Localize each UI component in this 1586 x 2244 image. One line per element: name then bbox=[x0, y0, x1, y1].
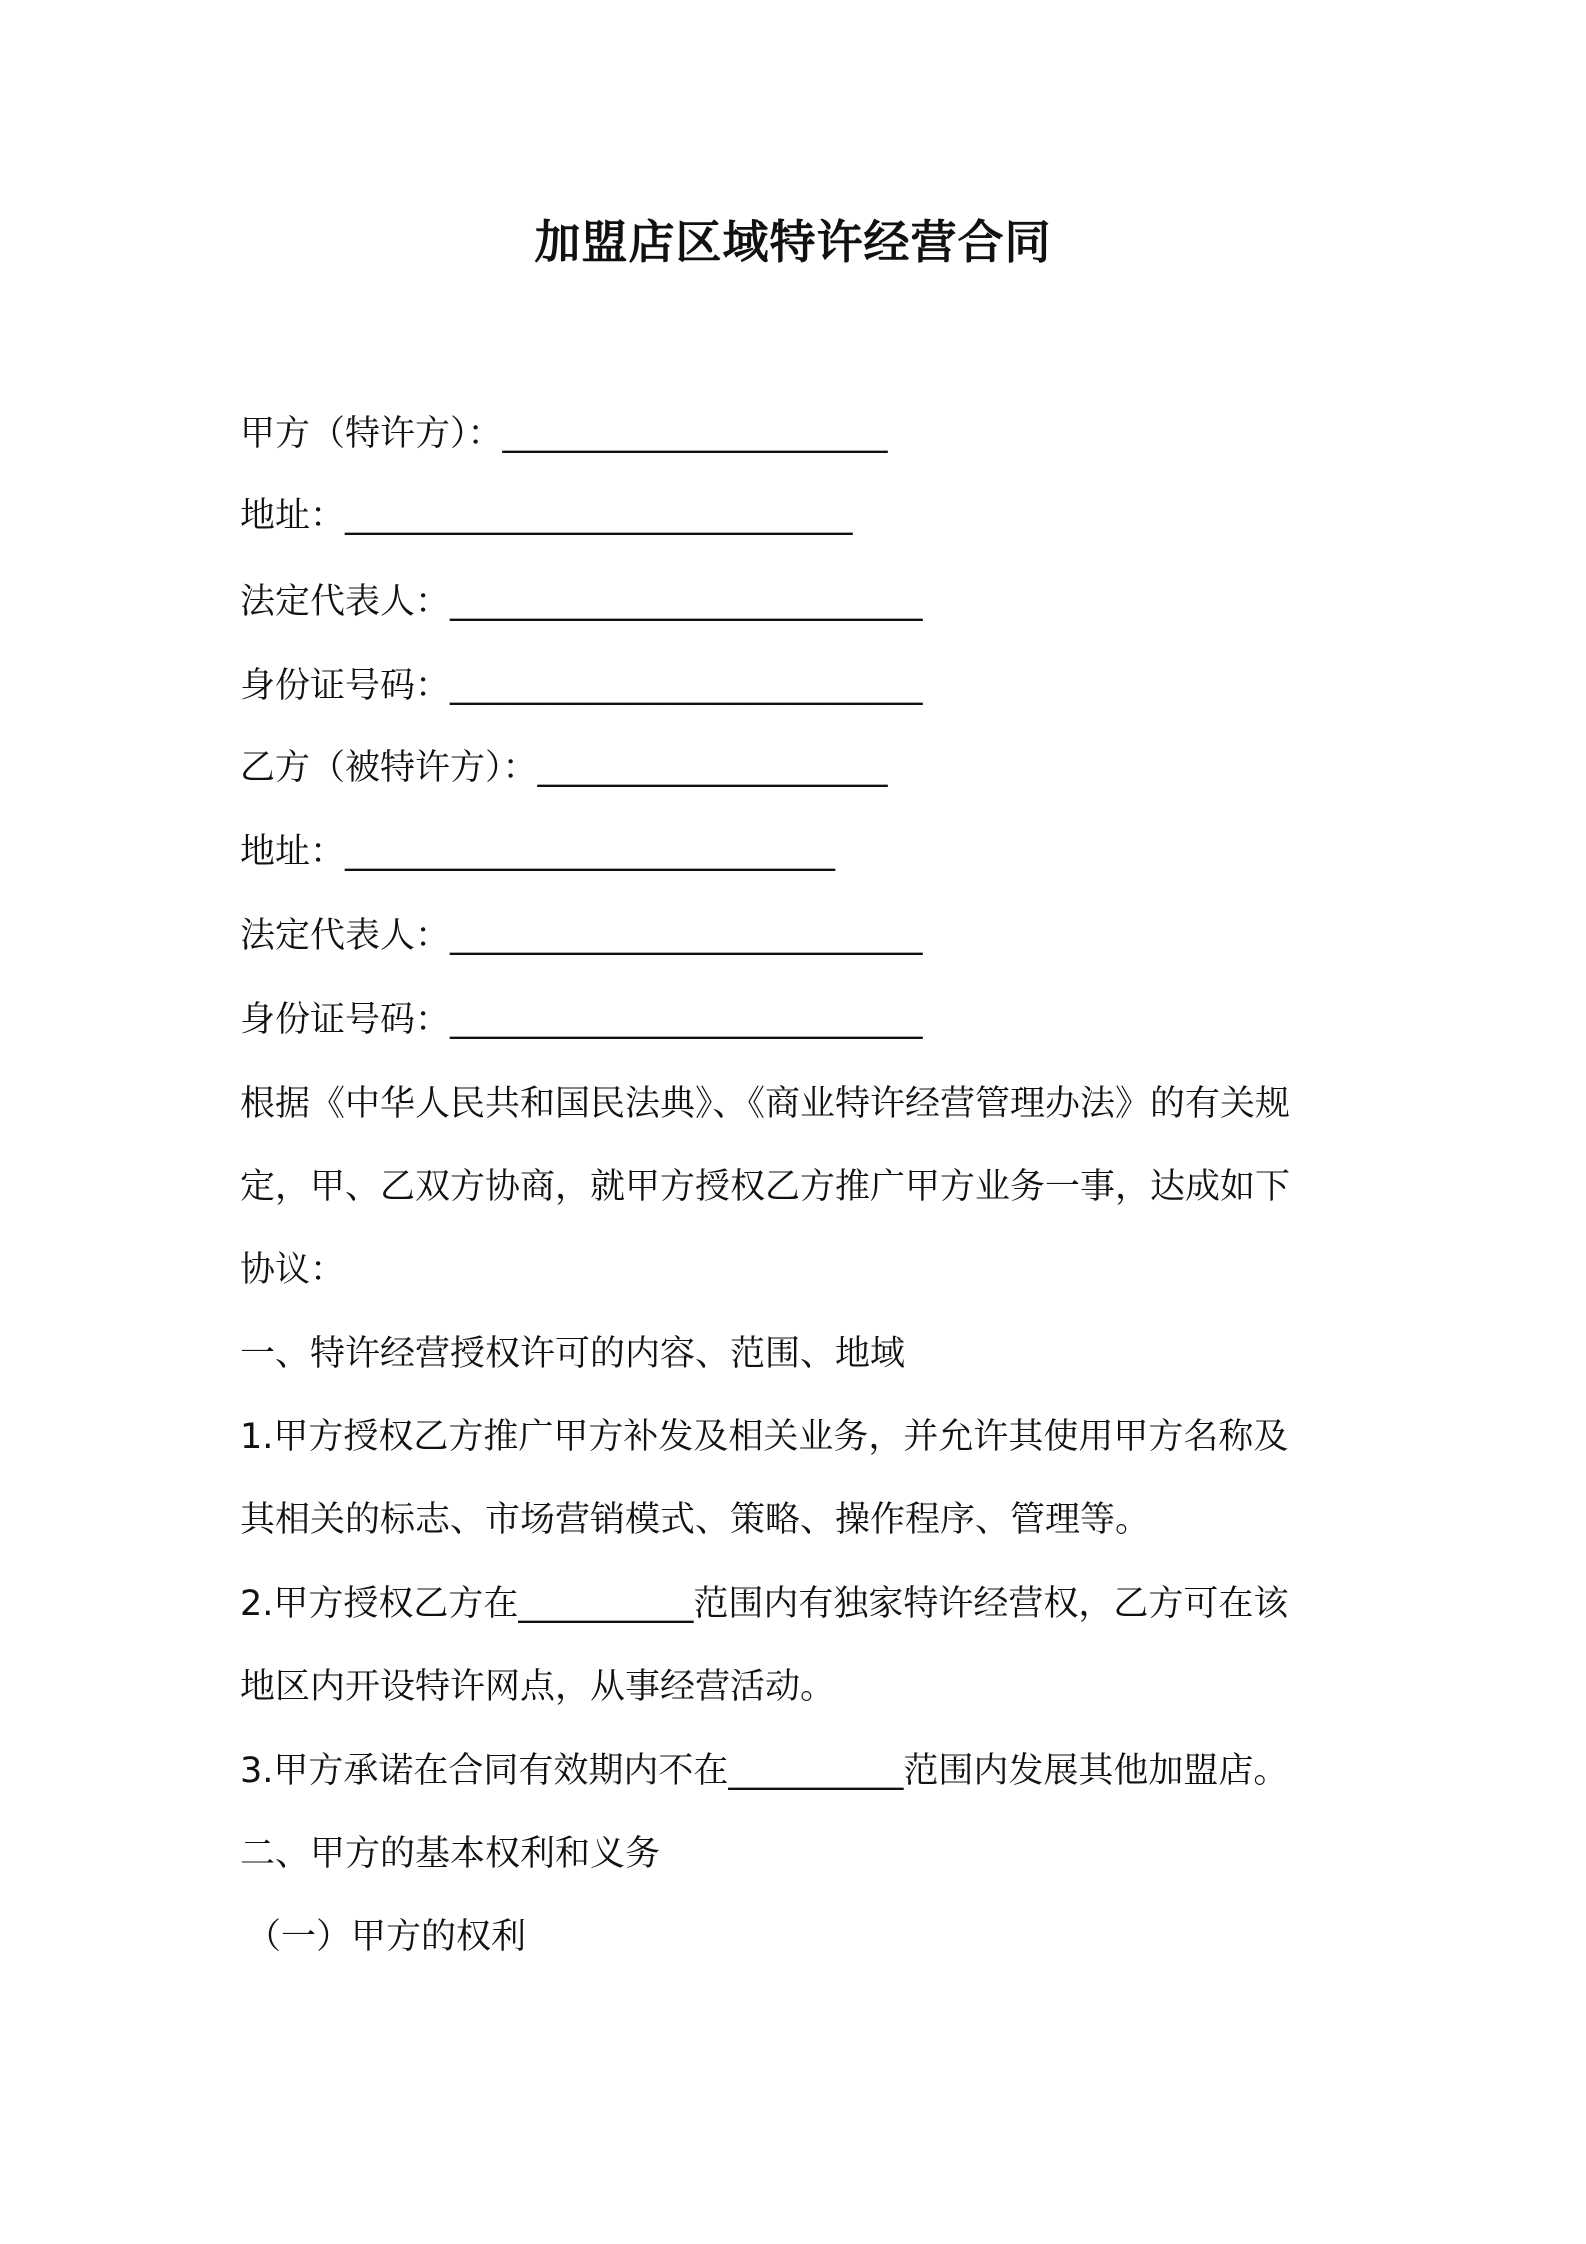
clause-2-line-1: 2.甲方授权乙方在__________范围内有独家特许经营权，乙方可在该 bbox=[240, 1584, 1289, 1624]
clause-2-line-2: 地区内开设特许网点，从事经营活动。 bbox=[240, 1667, 836, 1707]
section-2-subheading: （一）甲方的权利 bbox=[246, 1917, 527, 1957]
party-a-representative-line: 法定代表人：___________________________ bbox=[240, 582, 923, 622]
preamble-line-1: 根据《中华人民共和国民法典》、《商业特许经营管理办法》的有关规 bbox=[240, 1084, 1291, 1124]
party-a-name-line: 甲方（特许方）：______________________ bbox=[240, 414, 888, 454]
party-b-name-line: 乙方（被特许方）：____________________ bbox=[240, 748, 888, 788]
clause-3-line: 3.甲方承诺在合同有效期内不在__________范围内发展其他加盟店。 bbox=[240, 1751, 1289, 1791]
section-1-heading: 一、特许经营授权许可的内容、范围、地域 bbox=[240, 1334, 906, 1374]
preamble-line-2: 定，甲、乙双方协商，就甲方授权乙方推广甲方业务一事，达成如下 bbox=[240, 1167, 1291, 1207]
party-b-representative-line: 法定代表人：___________________________ bbox=[240, 916, 923, 956]
document-title: 加盟店区域特许经营合同 bbox=[534, 215, 1052, 269]
party-b-id-line: 身份证号码：___________________________ bbox=[240, 1000, 923, 1040]
section-2-heading: 二、甲方的基本权利和义务 bbox=[240, 1834, 661, 1874]
preamble-line-3: 协议： bbox=[240, 1250, 346, 1290]
party-a-id-line: 身份证号码：___________________________ bbox=[240, 666, 923, 706]
clause-1-line-1: 1.甲方授权乙方推广甲方补发及相关业务，并允许其使用甲方名称及 bbox=[240, 1417, 1289, 1457]
party-a-address-line: 地址：_____________________________ bbox=[240, 496, 853, 536]
party-b-address-line: 地址：____________________________ bbox=[240, 832, 836, 872]
clause-1-line-2: 其相关的标志、市场营销模式、策略、操作程序、管理等。 bbox=[240, 1500, 1151, 1540]
